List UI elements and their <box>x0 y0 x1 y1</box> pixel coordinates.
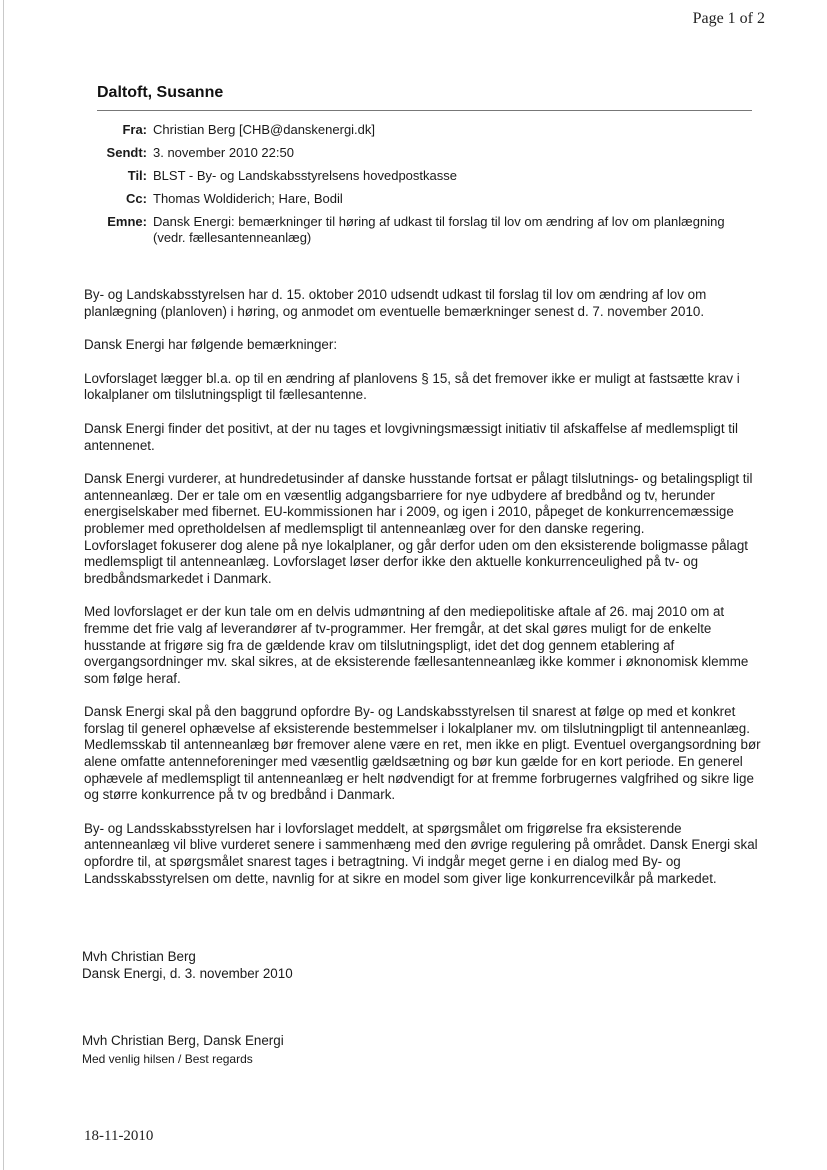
header-subject <box>97 214 737 246</box>
signature-line: Dansk Energi, d. 3. november 2010 <box>82 966 293 981</box>
header-label: Til: <box>127 168 147 183</box>
body-paragraph: Lovforslaget fokuserer dog alene på nye lokalplaner, og går derfor uden om den eksisterende boligmasse pålagt medlemspligt til antenneanlæg. Lovforslaget løser derfor ikke den aktuelle konkurrenceulighed på tv- og bredbåndsmarkedet i Danmark. <box>84 537 749 586</box>
email-body <box>84 287 764 904</box>
body-paragraph: Dansk Energi skal på den baggrund opfordre By- og Landskabsstyrelsen til snarest at følge op med et konkret forslag til generel ophævelse af eksisterende bestemmelser i lokalplaner mv. om tilslutningpligt til antenneanlæg. <box>84 704 750 736</box>
header-sent <box>97 145 737 161</box>
header-to <box>97 168 737 184</box>
signature-line: Mvh Christian Berg <box>82 949 196 964</box>
header-label: Sendt: <box>106 145 147 160</box>
signature-name-org: Mvh Christian Berg, Dansk Energi <box>82 1033 284 1048</box>
signature-regards: Med venlig hilsen / Best regards <box>82 1052 253 1066</box>
header-label: Fra: <box>122 122 147 137</box>
header-cc <box>97 191 737 207</box>
header-from <box>97 122 737 138</box>
page-number: Page 1 of 2 <box>692 10 765 27</box>
header-value: BLST - By- og Landskabsstyrelsens hovedpostkasse <box>153 168 457 183</box>
header-value: 3. november 2010 22:50 <box>153 145 294 160</box>
header-divider <box>97 110 752 111</box>
body-paragraph: By- og Landskabsstyrelsen har d. 15. oktober 2010 udsendt udkast til forslag til lov om ændring af lov om planlægning (planloven) i høring, og anmodet om eventuelle bemærkninger senest d. 7. november 2010. <box>84 287 707 319</box>
mailbox-owner-name: Daltoft, Susanne <box>97 84 224 101</box>
body-paragraph: Lovforslaget lægger bl.a. op til en ændring af planlovens § 15, så det fremover ikke er muligt at fastsætte krav i lokalplaner om tilslutningspligt til fællesantenne. <box>84 370 740 403</box>
body-paragraph: Medlemsskab til antenneanlæg bør fremover alene være en ret, men ikke en pligt. Eventuel overgangsordning bør alene omfatte antenneforeninger med væsentlig gældsætning og bør kun gælde for en kort periode. En generel ophævele af medlemspligt til antenneanlæg er helt nødvendigt for at fremme forbrugernes valgfrihed og sikre lige og større konkurrence på tv og bredbånd i Danmark. <box>84 737 761 803</box>
header-label: Cc: <box>126 191 147 206</box>
body-paragraph: Dansk Energi finder det positivt, at der nu tages et lovgivningsmæssigt initiativ til afskaffelse af medlemspligt til antennenet. <box>84 420 738 453</box>
body-paragraph: Dansk Energi vurderer, at hundredetusinder af danske husstande fortsat er pålagt tilslutnings- og betalingspligt til antenneanlæg. Der er tale om en væsentlig adgangsbarriere for nye udbydere af bredbånd og tv, herunder energiselskaber med fibernet. EU-kommissionen har i 2009, og igen i 2010, påpeget de konkurrencemæssige problemer med opretholdelsen af medlemspligt til antenneanlæg over for den danske regering. <box>84 471 753 536</box>
email-headers <box>97 122 737 253</box>
body-paragraph: Med lovforslaget er der kun tale om en delvis udmøntning af den mediepolitiske aftale af 26. maj 2010 om at fremme det frie valg af leverandører af tv-programmer. Her fremgår, at det skal gøres muligt for de enkelte husstande at frigøre sig fra de gældende krav om tilslutningspligt, idet det dog gennem etablering af overgangsordninger mv. skal sikres, at de eksisterende fællesantenneanlæg ikke kommer i øknonomisk klemme som følge heraf. <box>84 604 749 686</box>
body-paragraph: By- og Landsskabsstyrelsen har i lovforslaget meddelt, at spørgsmålet om frigørelse fra eksisterende antenneanlæg vil blive vurderet senere i sammenhæng med den øvrige regulering på området. Dansk Energi skal opfordre til, at spørgsmålet snarest tages i betragtning. Vi indgår meget gerne i en dialog med By- og Landsskabsstyrelsen om dette, navnlig for at sikre en model som giver lige konkurrencevilkår på markedet. <box>84 820 758 886</box>
signature-block <box>82 948 482 982</box>
header-value: Christian Berg [CHB@danskenergi.dk] <box>153 122 376 137</box>
header-value: Thomas Woldiderich; Hare, Bodil <box>153 191 343 206</box>
header-value: Dansk Energi: bemærkninger til høring af udkast til forslag til lov om ændring af lov om planlægning (vedr. fællesantenneanlæg) <box>153 214 725 245</box>
page-edge-line <box>3 0 4 1170</box>
body-paragraph: Dansk Energi har følgende bemærkninger: <box>84 337 338 353</box>
received-date-stamp: 18-11-2010 <box>84 1128 154 1144</box>
header-label: Emne: <box>107 214 147 229</box>
